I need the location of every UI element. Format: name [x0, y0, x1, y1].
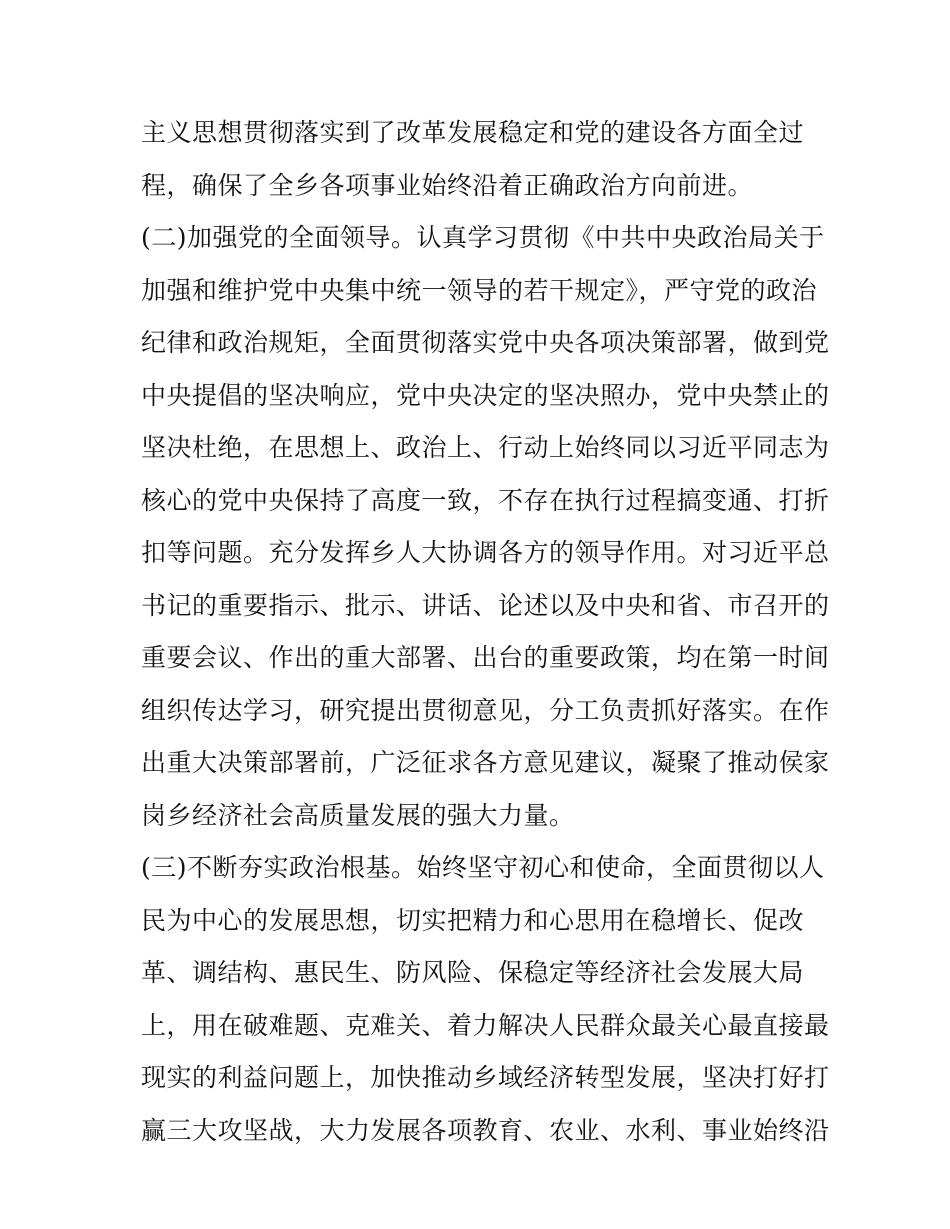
- text-line: 现实的利益问题上，加快推动乡域经济转型发展，坚决打好打: [141, 1063, 830, 1092]
- text-line: 程，确保了全乡各项事业始终沿着正确政治方向前进。: [141, 170, 754, 200]
- text-line: 坚决杜绝，在思想上、政治上、行动上始终同以习近平同志为: [141, 433, 830, 462]
- text-line: 出重大决策部署前，广泛征求各方意见建议，凝聚了推动侯家: [141, 748, 830, 777]
- text-line: 中央提倡的坚决响应，党中央决定的坚决照办，党中央禁止的: [141, 380, 830, 410]
- text-line: 民为中心的发展思想，切实把精力和心思用在稳增长、促改: [141, 905, 805, 935]
- text-line: 岗乡经济社会高质量发展的强大力量。: [141, 800, 575, 830]
- text-line: 主义思想贯彻落实到了改革发展稳定和党的建设各方面全过: [141, 118, 805, 147]
- text-line: (三)不断夯实政治根基。始终坚守初心和使命，全面贯彻以人: [141, 853, 825, 882]
- text-line: 扣等问题。充分发挥乡人大协调各方的领导作用。对习近平总: [141, 538, 830, 567]
- text-line: 纪律和政治规矩，全面贯彻落实党中央各项决策部署，做到党: [141, 328, 830, 357]
- text-line: 重要会议、作出的重大部署、出台的重要政策，均在第一时间: [141, 643, 830, 672]
- body-text: [141, 107, 830, 1157]
- text-line: 书记的重要指示、批示、讲话、论述以及中央和省、市召开的: [141, 590, 830, 620]
- text-line: 赢三大攻坚战，大力发展各项教育、农业、水利、事业始终沿: [141, 1115, 830, 1145]
- text-line: 革、调结构、惠民生、防风险、保稳定等经济社会发展大局: [141, 958, 805, 987]
- text-line: 核心的党中央保持了高度一致，不存在执行过程搞变通、打折: [141, 485, 830, 515]
- text-line: 上，用在破难题、克难关、着力解决人民群众最关心最直接最: [141, 1010, 830, 1040]
- text-line: 组织传达学习，研究提出贯彻意见，分工负责抓好落实。在作: [141, 695, 830, 725]
- text-line: (二)加强党的全面领导。认真学习贯彻《中共中央政治局关于: [141, 223, 825, 252]
- text-line: 加强和维护党中央集中统一领导的若干规定》，严守党的政治: [141, 275, 818, 305]
